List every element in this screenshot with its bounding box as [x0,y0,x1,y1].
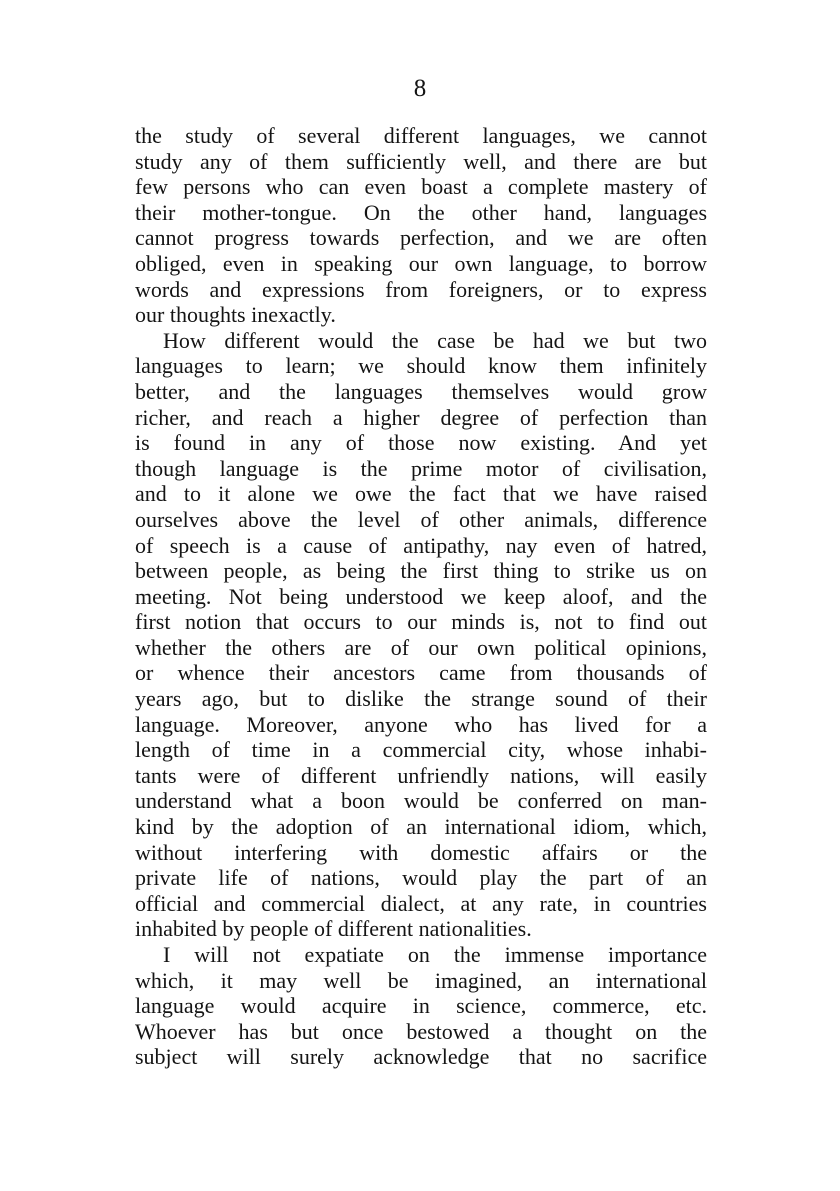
page-number: 8 [413,75,427,102]
text-line: our thoughts inexactly. [135,302,336,328]
text-line: years ago, but to dislike the strange sound of their [135,686,707,712]
text-line: which, it may well be imagined, an international [135,967,707,993]
text-line: is found in any of those now existing. And yet [135,430,707,456]
text-line: though language is the prime motor of civilisation, [135,455,707,481]
text-line: whether the others are of our own political opinions, [135,634,707,660]
text-line: obliged, even in speaking our own language, to borrow [135,250,707,276]
text-line: Whoever has but once bestowed a thought on the [135,1018,707,1044]
text-line: private life of nations, would play the part of an [135,865,707,891]
text-line: between people, as being the first thing to strike us on [135,558,707,584]
text-line: better, and the languages themselves would grow [135,378,707,404]
text-line: and to it alone we owe the fact that we have raised [135,481,707,507]
text-line: kind by the adoption of an international idiom, which, [135,814,707,840]
text-line: without interfering with domestic affairs or the [135,839,707,865]
text-line: their mother-tongue. On the other hand, languages [135,199,707,225]
text-line: or whence their ancestors came from thousands of [135,660,707,686]
text-line: study any of them sufficiently well, and there are but [135,148,707,174]
body-text [135,123,707,1070]
text-line: few persons who can even boast a complete mastery of [135,174,707,200]
text-line: ourselves above the level of other animals, difference [135,506,707,532]
text-line: subject will surely acknowledge that no sacrifice [135,1044,707,1070]
text-line: length of time in a commercial city, whose inhabi- [135,737,707,763]
text-line: language. Moreover, anyone who has lived for a [135,711,707,737]
text-line: richer, and reach a higher degree of perfection than [135,404,707,430]
text-line: of speech is a cause of antipathy, nay even of hatred, [135,532,707,558]
text-line: cannot progress towards perfection, and we are often [135,225,707,251]
text-line: meeting. Not being understood we keep aloof, and the [135,583,707,609]
text-line: language would acquire in science, commerce, etc. [135,993,707,1019]
text-line: inhabited by people of different nationalities. [135,916,532,942]
text-line: I will not expatiate on the immense importance [163,942,707,967]
text-line: tants were of different unfriendly nations, will easily [135,762,707,788]
text-line: How different would the case be had we but two [163,327,707,353]
text-line: first notion that occurs to our minds is, not to find out [135,609,707,635]
text-line: languages to learn; we should know them infinitely [135,353,707,379]
text-line: the study of several different languages, we cannot [135,123,707,148]
text-line: official and commercial dialect, at any rate, in countries [135,890,707,916]
text-line: words and expressions from foreigners, or to express [135,276,707,302]
text-line: understand what a boon would be conferred on man- [135,788,707,814]
